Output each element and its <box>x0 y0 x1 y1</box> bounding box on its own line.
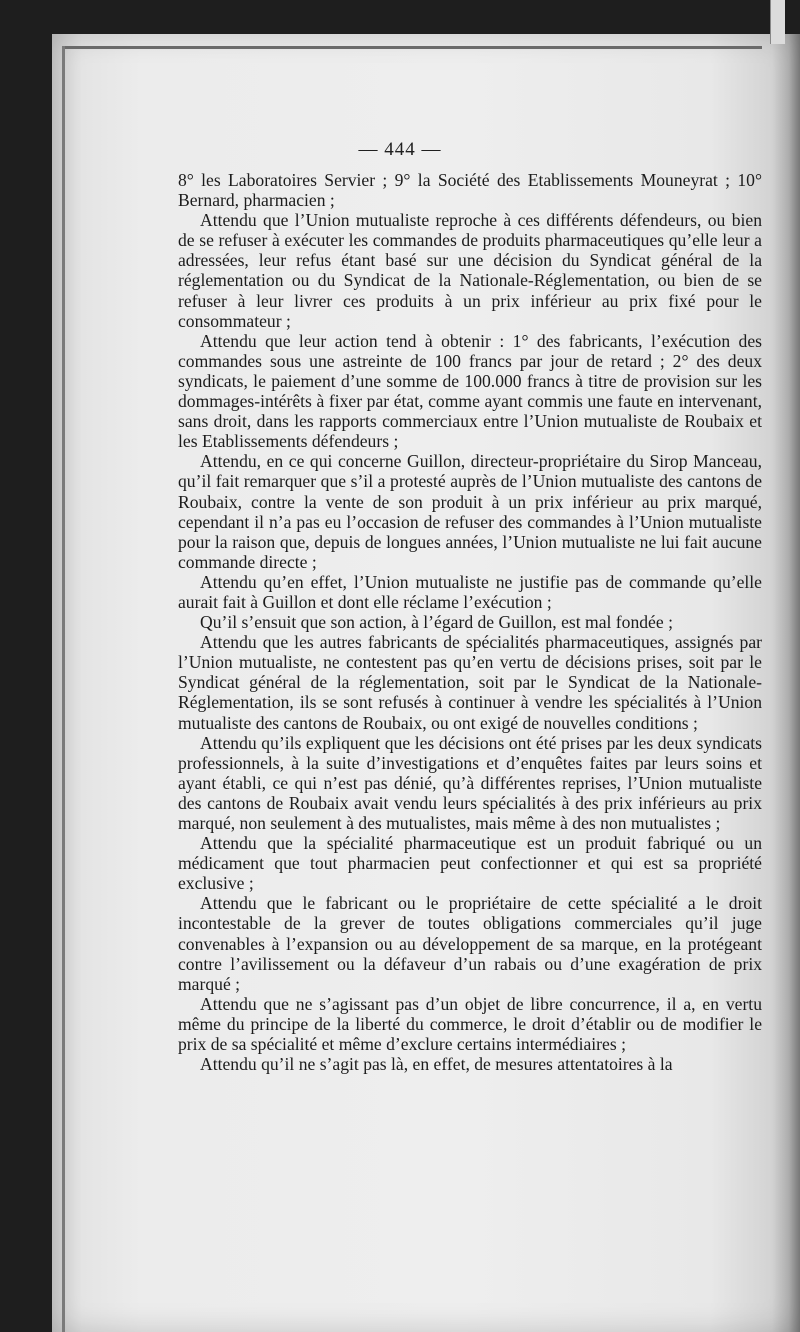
left-border-line <box>62 46 65 1332</box>
paragraph: Qu’il s’ensuit que son action, à l’égard de Guillon, est mal fondée ; <box>200 612 673 633</box>
paragraph: Attendu qu’ils expliquent que les décisions ont été prises par les deux syndicats professionnels, à la suite d’investigations et d’enquêtes faites par leurs soins et ayant établi, ce qui n’est pas dénié, qu’à différentes reprises, l’Union mutualiste des cantons de Roubaix avait vendu leurs spécialités à des prix inférieurs au prix marqué, non seulement à des mutualistes, mais même à des non mutualistes ; <box>178 732 762 833</box>
paragraph: Attendu qu’il ne s’agit pas là, en effet, de mesures attentatoires à la <box>200 1054 673 1075</box>
paragraph: Attendu, en ce qui concerne Guillon, directeur-propriétaire du Sirop Manceau, qu’il fait remarquer que s’il a protesté auprès de l’Union mutualiste des cantons de Roubaix, contre la vente de son produit à un prix inférieur au prix marqué, cependant il n’a pas eu l’occasion de refuser des commandes à l’Union mutualiste pour la raison que, depuis de longues années, l’Union mutualiste ne lui fait aucune commande directe ; <box>178 451 762 572</box>
page-edge-shadow <box>772 34 800 1332</box>
paragraph: Attendu que ne s’agissant pas d’un objet de libre concurrence, il a, en vertu même du principe de la liberté du commerce, le droit d’établir ou de modifier le prix de sa spécialité et même d’exclure certains intermédiaires ; <box>178 993 762 1055</box>
paragraph: Attendu que leur action tend à obtenir : 1° des fabricants, l’exécution des commandes sous une astreinte de 100 francs par jour de retard ; 2° des deux syndicats, le paiement d’une somme de 100.000 francs à titre de provision sur les dommages-intérêts à fixer par état, comme ayant commis une faute en intervenant, sans droit, dans les rapports commerciaux entre l’Union mutualiste de Roubaix et les Etablissements défendeurs ; <box>178 330 762 452</box>
body-text <box>178 170 762 1074</box>
paragraph: Attendu que la spécialité pharmaceutique est un produit fabriqué ou un médicament que tout pharmacien peut confectionner et qui est sa propriété exclusive ; <box>178 833 762 894</box>
page-number: — 444 — <box>358 139 442 160</box>
paragraph: Attendu que l’Union mutualiste reproche à ces différents défendeurs, ou bien de se refuser à exécuter les commandes de produits pharmaceutiques qu’elle leur a adressées, leur refus étant basé sur une décision du Syndicat général de la réglementation ou du Syndicat de la Nationale-Réglementation, ou bien de se refuser à leur livrer ces produits à un prix inférieur au prix fixé pour le consommateur ; <box>178 210 762 331</box>
paragraph: Attendu qu’en effet, l’Union mutualiste ne justifie pas de commande qu’elle aurait fait à Guillon et dont elle réclame l’exécution ; <box>178 571 762 612</box>
top-border-line <box>62 46 762 49</box>
paragraph: 8° les Laboratoires Servier ; 9° la Société des Etablissements Mouneyrat ; 10° Bernard, pharmacien ; <box>178 170 762 211</box>
paragraph: Attendu que les autres fabricants de spécialités pharmaceutiques, assignés par l’Union mutualiste, ne contestent pas qu’en vertu de décisions prises, soit par le Syndicat général de la réglementation, soit par le Syndicat de la Nationale-Réglementation, ils se sont refusés à continuer à vendre les spécialités à l’Union mutualiste des cantons de Roubaix, ou ont exigé de nouvelles conditions ; <box>178 632 762 733</box>
binding-tab <box>770 0 785 44</box>
paragraph: Attendu que le fabricant ou le propriétaire de cette spécialité a le droit incontestable de la grever de toutes obligations commerciales qu’il juge convenables à l’expansion ou au développement de sa marque, en la protégeant contre l’avilissement ou la défaveur d’un rabais ou d’une exagération de prix marqué ; <box>178 893 762 994</box>
